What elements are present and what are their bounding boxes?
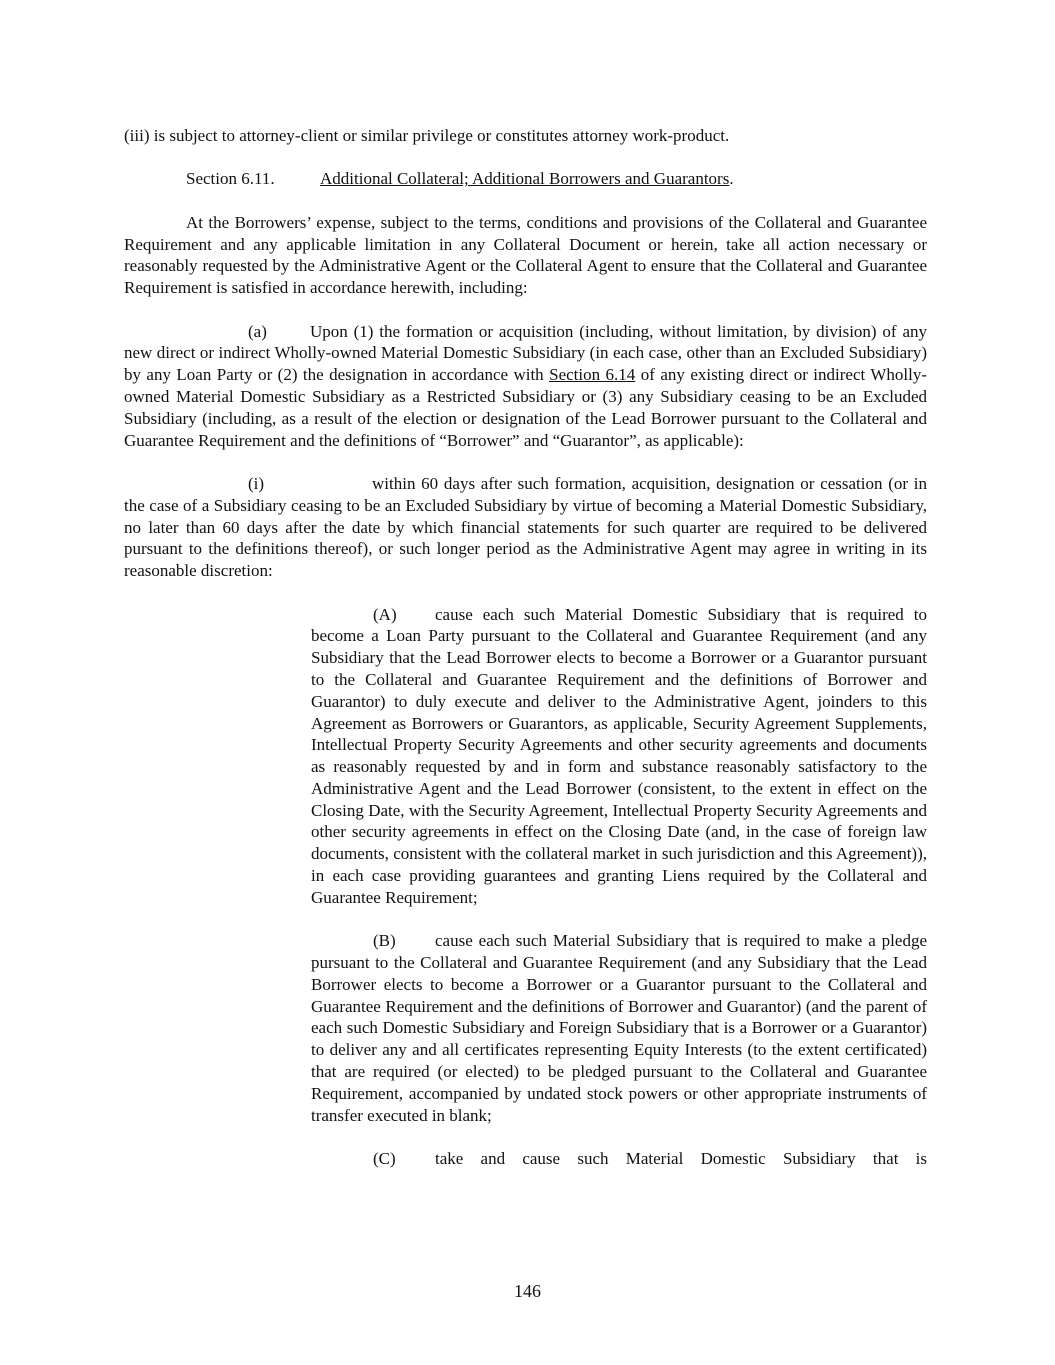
section-6-14-reference: Section 6.14 — [549, 365, 636, 385]
section-heading — [124, 168, 927, 190]
page-number: 146 — [514, 1281, 541, 1301]
clause-C-label: (C) — [373, 1149, 396, 1169]
clause-i-text: within 60 days after such formation, acquisition, designation or cessation (or in the case of a Subsidiary ceasing to be an Excluded Subsidiary by virtue of becoming a Material Domestic Subsidiary, no later than 60 days after the date by which financial statements for such quarter are required to be delivered pursuant to the definitions thereof), or such longer period as the Administrative Agent may agree in writing in its reasonable discretion: — [124, 473, 927, 581]
clause-a-label: (a) — [248, 321, 267, 341]
clause-a-text-end: of any existing direct or indirect Wholly-owned Material Domestic Subsidiary as a Restricted Subsidiary or (3) any Subsidiary ceasing to be an Excluded Subsidiary (including, as a result of the election or designation of the Lead Borrower pursuant to the Collateral and Guarantee Requirement and the definitions of “Borrower” and “Guarantor”, as applicable): — [124, 365, 927, 450]
clause-A-label: (A) — [373, 604, 397, 624]
section-title-period: . — [729, 169, 734, 189]
clause-A-text: cause each such Material Domestic Subsidiary that is required to become a Loan Party pursuant to the Collateral and Guarantee Requirement (and any Subsidiary that the Lead Borrower elects to become a Borrower or a Guarantor pursuant to the Collateral and Guarantee Requirement and the definitions of Borrower and Guarantor) to duly execute and deliver to the Administrative Agent, joinders to this Agreement as Borrowers or Guarantors, as applicable, Security Agreement Supplements, Intellectual Property Security Agreements and other security agreements and documents as reasonably requested by and in form and substance reasonably satisfactory to the Administrative Agent and the Lead Borrower (consistent, to the extent in effect on the Closing Date, with the Security Agreement, Intellectual Property Security Agreements and other security agreements in effect on the Closing Date (and, in the case of foreign law documents, consistent with the collateral market in such jurisdiction and this Agreement)), in each case providing guarantees and granting Liens required by the Collateral and Guarantee Requirement; — [311, 604, 927, 907]
lead-line: (iii) is subject to attorney-client or similar privilege or constitutes attorney work-product. — [124, 126, 730, 145]
clause-B-label: (B) — [373, 931, 396, 951]
clause-B-text: cause each such Material Subsidiary that is required to make a pledge pursuant to the Collateral and Guarantee Requirement (and any Subsidiary that the Lead Borrower elects to become a Borrower or a Guarantor pursuant to the Collateral and Guarantee Requirement and the definitions of Borrower and Guarantor) (and the parent of each such Domestic Subsidiary and Foreign Subsidiary that is a Borrower or a Guarantor) to deliver any and all certificates representing Equity Interests (to the extent certificated) that are required (or elected) to be pledged pursuant to the Collateral and Guarantee Requirement, accompanied by undated stock powers or other appropriate instruments of transfer executed in blank; — [311, 931, 927, 1125]
intro-paragraph: At the Borrowers’ expense, subject to the terms, conditions and provisions of the Collateral and Guarantee Requirement and any applicable limitation in any Collateral Document or herein, take all action necessary or reasonably requested by the Administrative Agent or the Collateral Agent to ensure that the Collateral and Guarantee Requirement is satisfied in accordance herewith, including: — [124, 212, 927, 298]
section-number: Section 6.11. — [186, 169, 275, 189]
clause-C — [311, 1148, 927, 1170]
clause-i-label: (i) — [248, 473, 265, 493]
clause-C-text: take and cause such Material Domestic Subsidiary that is — [435, 1149, 927, 1169]
clause-A — [311, 604, 927, 909]
clause-B — [311, 930, 927, 1126]
clause-a-text-start: Upon (1) the formation or acquisition (including, without limitation, by division) of any new direct or indirect Wholly-owned Material Domestic Subsidiary (in each case, other than an Excluded Subsidiary) by any Loan Party or (2) the designation in accordance with — [124, 321, 927, 385]
document-page — [124, 125, 927, 1170]
clause-a — [124, 321, 927, 452]
clause-i — [124, 473, 927, 582]
section-title: Additional Collateral; Additional Borrowers and Guarantors — [320, 169, 730, 189]
